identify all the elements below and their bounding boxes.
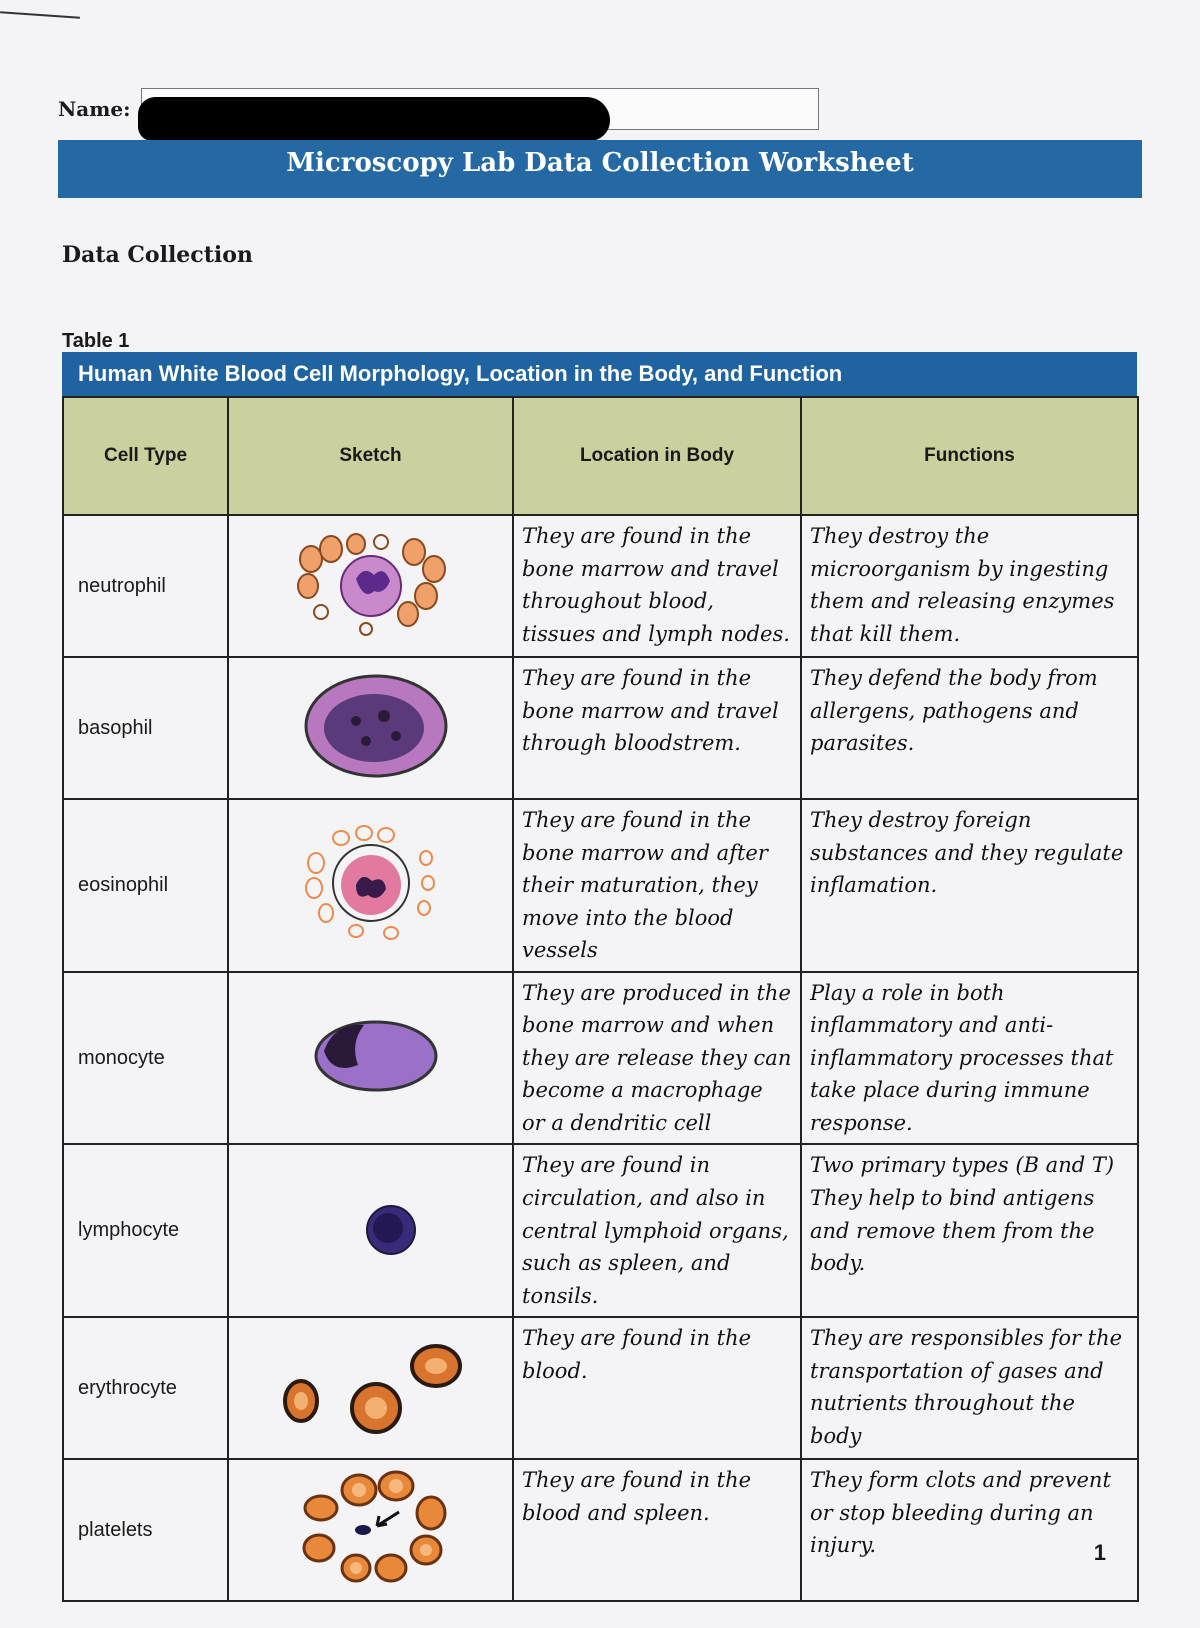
header-row: [63, 397, 1138, 515]
location-text: They are found in the blood and spleen.: [513, 1459, 801, 1601]
table-caption: [62, 352, 1137, 396]
table-row: [63, 515, 1138, 657]
functions-text: Play a role in both inflammatory and anti-inflammatory processes that take place during immune response.: [801, 972, 1138, 1145]
location-text: They are found in the bone marrow and travel throughout blood, tissues and lymph nodes.: [513, 515, 801, 657]
functions-text: They destroy the microorganism by ingesting them and releasing enzymes that kill them.: [801, 515, 1138, 657]
table-row: [63, 972, 1138, 1145]
cell-type: eosinophil: [63, 799, 228, 972]
basophil-sketch: [286, 666, 456, 786]
cell-type: monocyte: [63, 972, 228, 1145]
functions-text: They defend the body from allergens, pathogens and parasites.: [801, 657, 1138, 799]
sketch-cell: [228, 1317, 513, 1459]
table-row: [63, 799, 1138, 972]
sketch-cell: [228, 972, 513, 1145]
table-row: [63, 657, 1138, 799]
sketch-cell: [228, 1144, 513, 1317]
monocyte-sketch: [286, 996, 456, 1116]
eosinophil-sketch: [286, 823, 456, 943]
location-text: They are found in circulation, and also in central lymphoid organs, such as spleen, and tonsils.: [513, 1144, 801, 1317]
table-row: [63, 1144, 1138, 1317]
table-caption-text: Human White Blood Cell Morphology, Location in the Body, and Function: [78, 361, 843, 386]
sketch-cell: [228, 1459, 513, 1601]
name-row: [58, 88, 819, 130]
corner-mark: [0, 11, 80, 19]
column-header: Location in Body: [513, 397, 801, 515]
table-row: [63, 1317, 1138, 1459]
location-text: They are found in the blood.: [513, 1317, 801, 1459]
location-text: They are found in the bone marrow and after their maturation, they move into the blood vessels: [513, 799, 801, 972]
functions-text: They are responsibles for the transportation of gases and nutrients throughout the body: [801, 1317, 1138, 1459]
platelets-sketch: [281, 1468, 461, 1588]
cell-type: lymphocyte: [63, 1144, 228, 1317]
cell-type: erythrocyte: [63, 1317, 228, 1459]
table-label: Table 1: [62, 330, 130, 352]
name-field[interactable]: [141, 88, 819, 130]
column-header: Functions: [801, 397, 1138, 515]
cell-type: basophil: [63, 657, 228, 799]
data-table: [62, 396, 1139, 1602]
page-number: 1: [1093, 1540, 1106, 1565]
location-text: They are produced in the bone marrow and when they are release they can become a macrophage or a dendritic cell: [513, 972, 801, 1145]
column-header: Cell Type: [63, 397, 228, 515]
neutrophil-sketch: [286, 524, 456, 644]
name-label: Name:: [58, 97, 131, 121]
lymphocyte-sketch: [286, 1168, 456, 1288]
wbc-table: [62, 352, 1137, 1602]
sketch-cell: [228, 799, 513, 972]
sketch-cell: [228, 657, 513, 799]
column-header: Sketch: [228, 397, 513, 515]
section-title: Data Collection: [62, 242, 253, 268]
cell-type: neutrophil: [63, 515, 228, 657]
functions-text: They destroy foreign substances and they regulate inflamation.: [801, 799, 1138, 972]
location-text: They are found in the bone marrow and travel through bloodstrem.: [513, 657, 801, 799]
cell-type: platelets: [63, 1459, 228, 1601]
sketch-cell: [228, 515, 513, 657]
worksheet-title-banner: [58, 140, 1142, 198]
functions-text: They form clots and prevent or stop bleeding during an injury.: [801, 1459, 1138, 1601]
worksheet-title: Microscopy Lab Data Collection Worksheet: [286, 148, 914, 178]
erythrocyte-sketch: [271, 1326, 471, 1446]
redaction-mark: [138, 97, 610, 141]
functions-text: Two primary types (B and T) They help to bind antigens and remove them from the body.: [801, 1144, 1138, 1317]
table-row: [63, 1459, 1138, 1601]
